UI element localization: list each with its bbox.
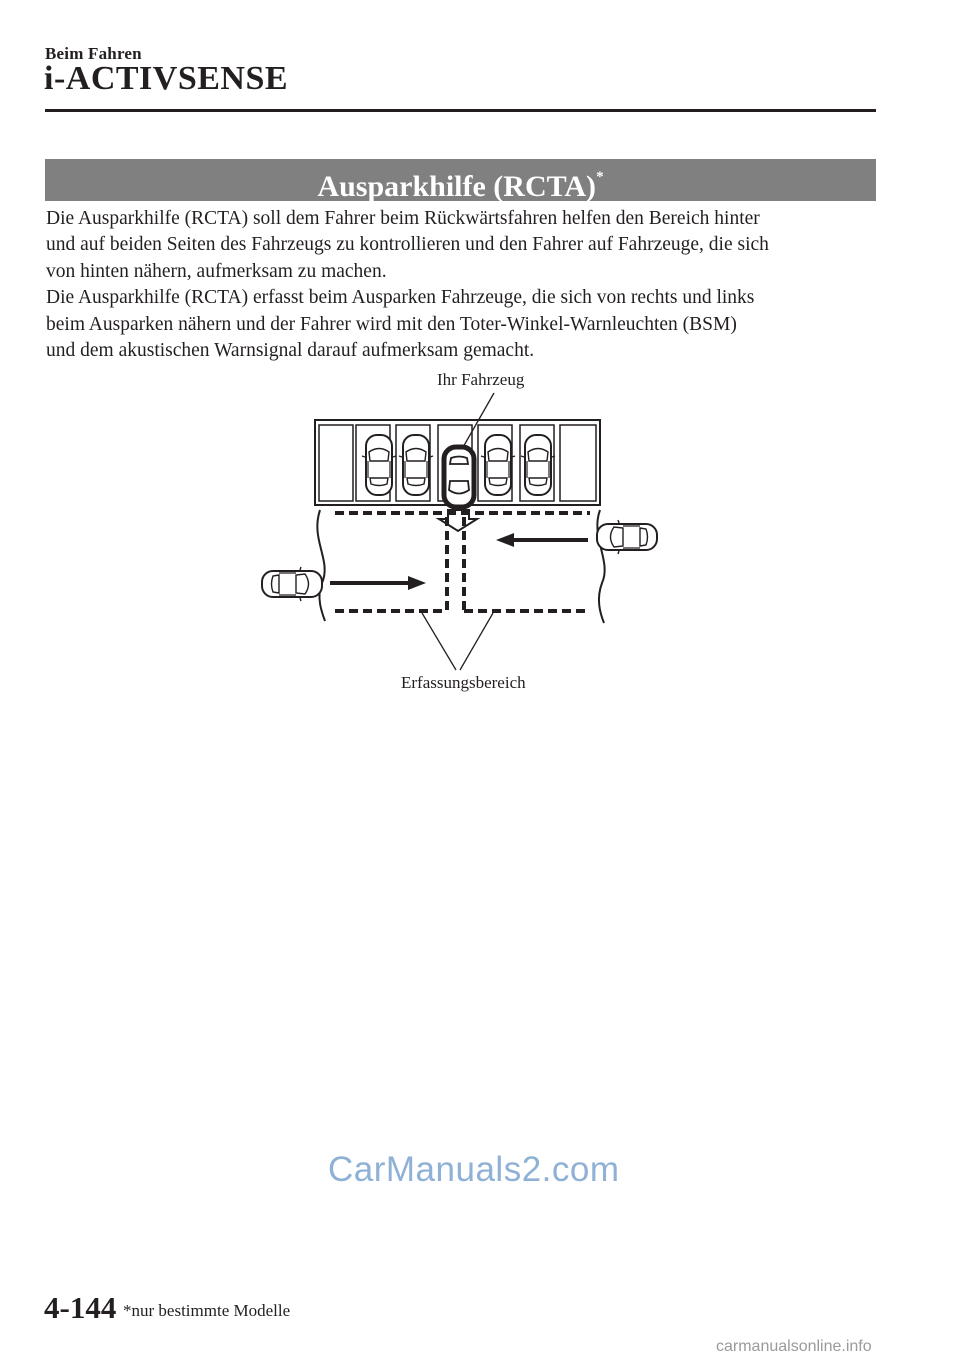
section-label: Beim Fahren (45, 44, 142, 63)
body-line: von hinten nähern, aufmerksam zu machen. (46, 260, 387, 282)
zone-leader-line (460, 613, 493, 670)
detection-zone-label: Erfassungsbereich (401, 673, 526, 692)
body-line: Die Ausparkhilfe (RCTA) soll dem Fahrer beim Rückwärtsfahren helfen den Bereich hinter (46, 208, 760, 229)
road-edge-left (317, 510, 325, 621)
approach-arrow-left-icon (496, 533, 588, 547)
watermark-text: CarManuals2.com (328, 1150, 620, 1189)
own-vehicle-icon (444, 447, 474, 507)
section-heading-text: Ausparkhilfe (RCTA) (317, 170, 597, 203)
parked-car-icon (481, 435, 515, 495)
approaching-vehicle-left-icon (262, 567, 322, 601)
section-heading (45, 159, 876, 201)
footnote: *nur bestimmte Modelle (123, 1301, 291, 1320)
header-divider (45, 109, 876, 112)
body-text (46, 206, 886, 364)
body-line: Die Ausparkhilfe (RCTA) erfasst beim Ausparken Fahrzeuge, die sich von rechts und links (46, 287, 755, 309)
vehicle-label: Ihr Fahrzeug (437, 370, 525, 389)
approach-arrow-right-icon (330, 576, 426, 590)
parked-car-icon (521, 435, 555, 495)
body-line: beim Ausparken nähern und der Fahrer wird mit den Toter-Winkel-Warnleuchten (BSM) (46, 313, 737, 335)
approaching-vehicle-right-icon (597, 520, 657, 554)
parking-illustration (250, 365, 680, 705)
optional-equipment-marker: * (596, 169, 604, 185)
chapter-title: i-ACTIVSENSE (44, 60, 289, 97)
parked-car-icon (362, 435, 396, 495)
reverse-arrow-icon (439, 510, 477, 531)
zone-leader-line (422, 613, 456, 670)
rcta-diagram (250, 365, 680, 710)
body-line: und dem akustischen Warnsignal darauf aufmerksam gemacht. (46, 340, 535, 362)
site-watermark: carmanualsonline.info (716, 1338, 872, 1355)
body-line: und auf beiden Seiten des Fahrzeugs zu kontrollieren und den Fahrer auf Fahrzeuge, die sich (46, 234, 769, 256)
parked-car-icon (399, 435, 433, 495)
page-number: 4-144 (44, 1290, 117, 1325)
